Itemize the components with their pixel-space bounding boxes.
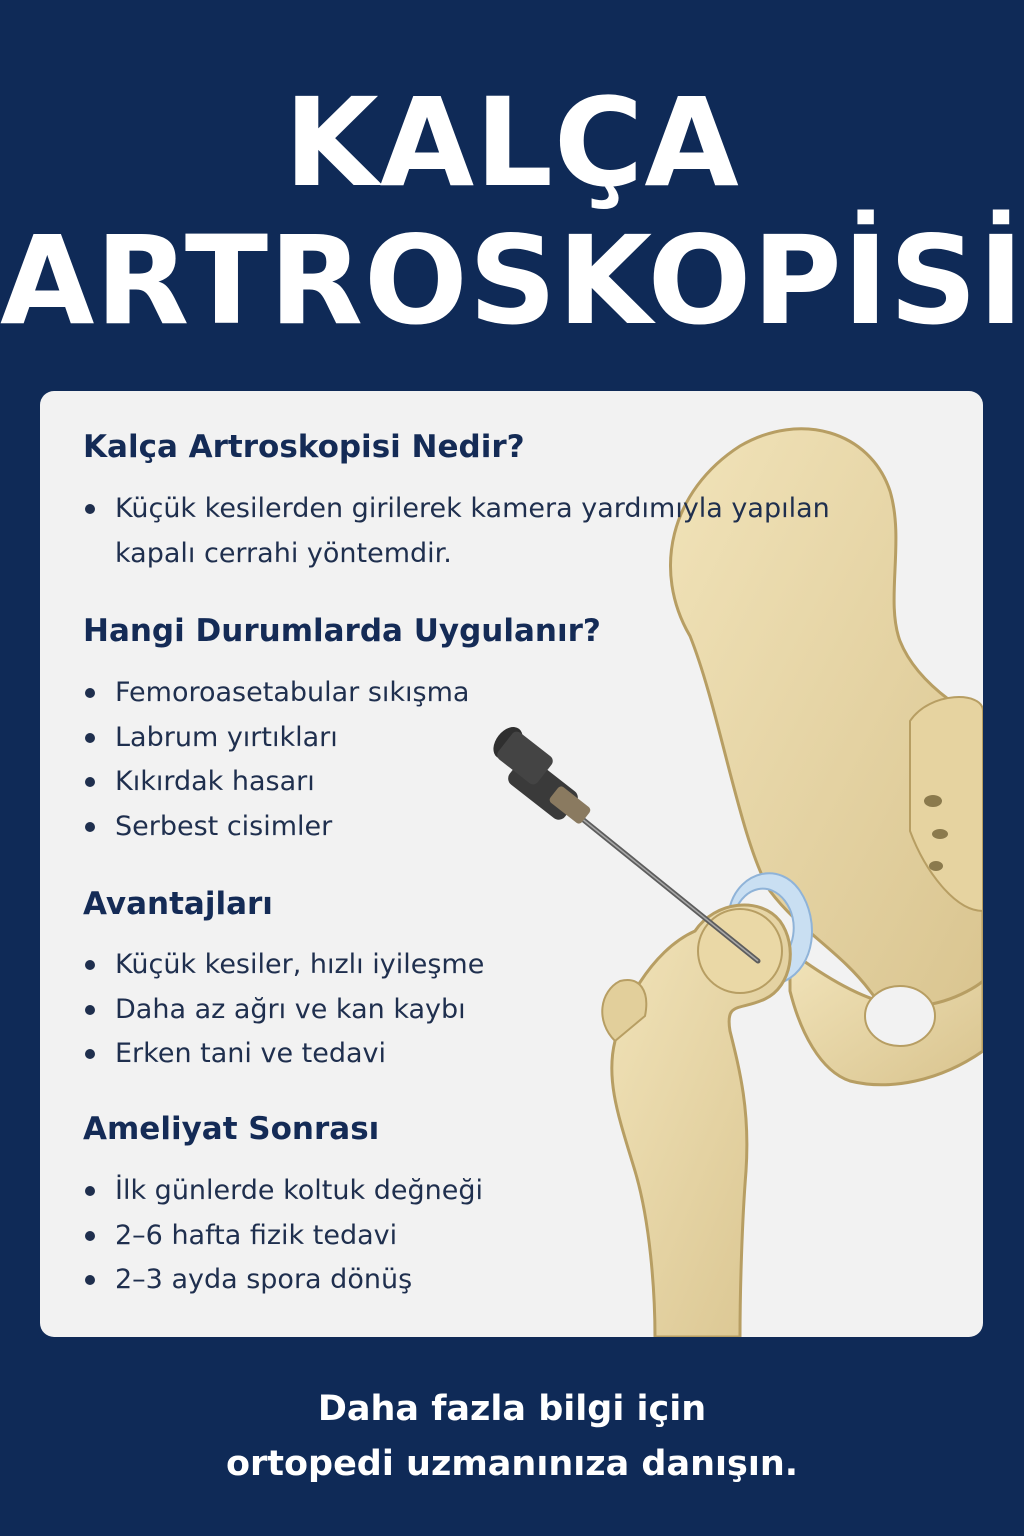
list-item: Femoroasetabular sıkışma [83,671,469,716]
list-item: İlk günlerde koltuk değneği [83,1169,483,1214]
section-heading-advantages: Avantajları [83,886,273,922]
list-item-continuation: kapalı cerrahi yöntemdir. [115,537,452,569]
sacral-foramen-1 [924,795,942,807]
list-item: Kıkırdak hasarı [83,760,469,805]
sacral-foramen-2 [932,829,948,839]
footer-line-1: Daha fazla bilgi için [317,1389,707,1429]
list-item: 2–3 ayda spora dönüş [83,1258,483,1303]
section-list-advantages [83,943,484,1077]
list-item: Küçük kesilerden girilerek kamera yardımıyla yapılan [83,487,830,532]
list-item: Labrum yırtıkları [83,716,469,761]
footer-line-2: ortopedi uzmanınıza danışın. [225,1444,799,1484]
obturator-foramen [865,986,935,1046]
list-item: Küçük kesiler, hızlı iyileşme [83,943,484,988]
list-item: Erken tani ve tedavi [83,1032,484,1077]
sacral-foramen-3 [929,861,943,871]
section-list-post-op [83,1169,483,1303]
poster-title-line-2: ARTROSKOPİSİ [0,210,1024,352]
list-item: Serbest cisimler [83,805,469,850]
poster-title-line-1: KALÇA [284,72,740,214]
arthroscope-instrument [487,721,758,961]
section-heading-post-op: Ameliyat Sonrası [83,1111,380,1147]
section-heading-indications: Hangi Durumlarda Uygulanır? [83,613,601,649]
list-item: 2–6 hafta fizik tedavi [83,1214,483,1259]
info-card [40,391,983,1337]
section-list-what-is [83,487,830,576]
section-list-indications [83,671,469,849]
list-item: Daha az ağrı ve kan kaybı [83,988,484,1033]
section-heading-what-is: Kalça Artroskopisi Nedir? [83,429,525,465]
